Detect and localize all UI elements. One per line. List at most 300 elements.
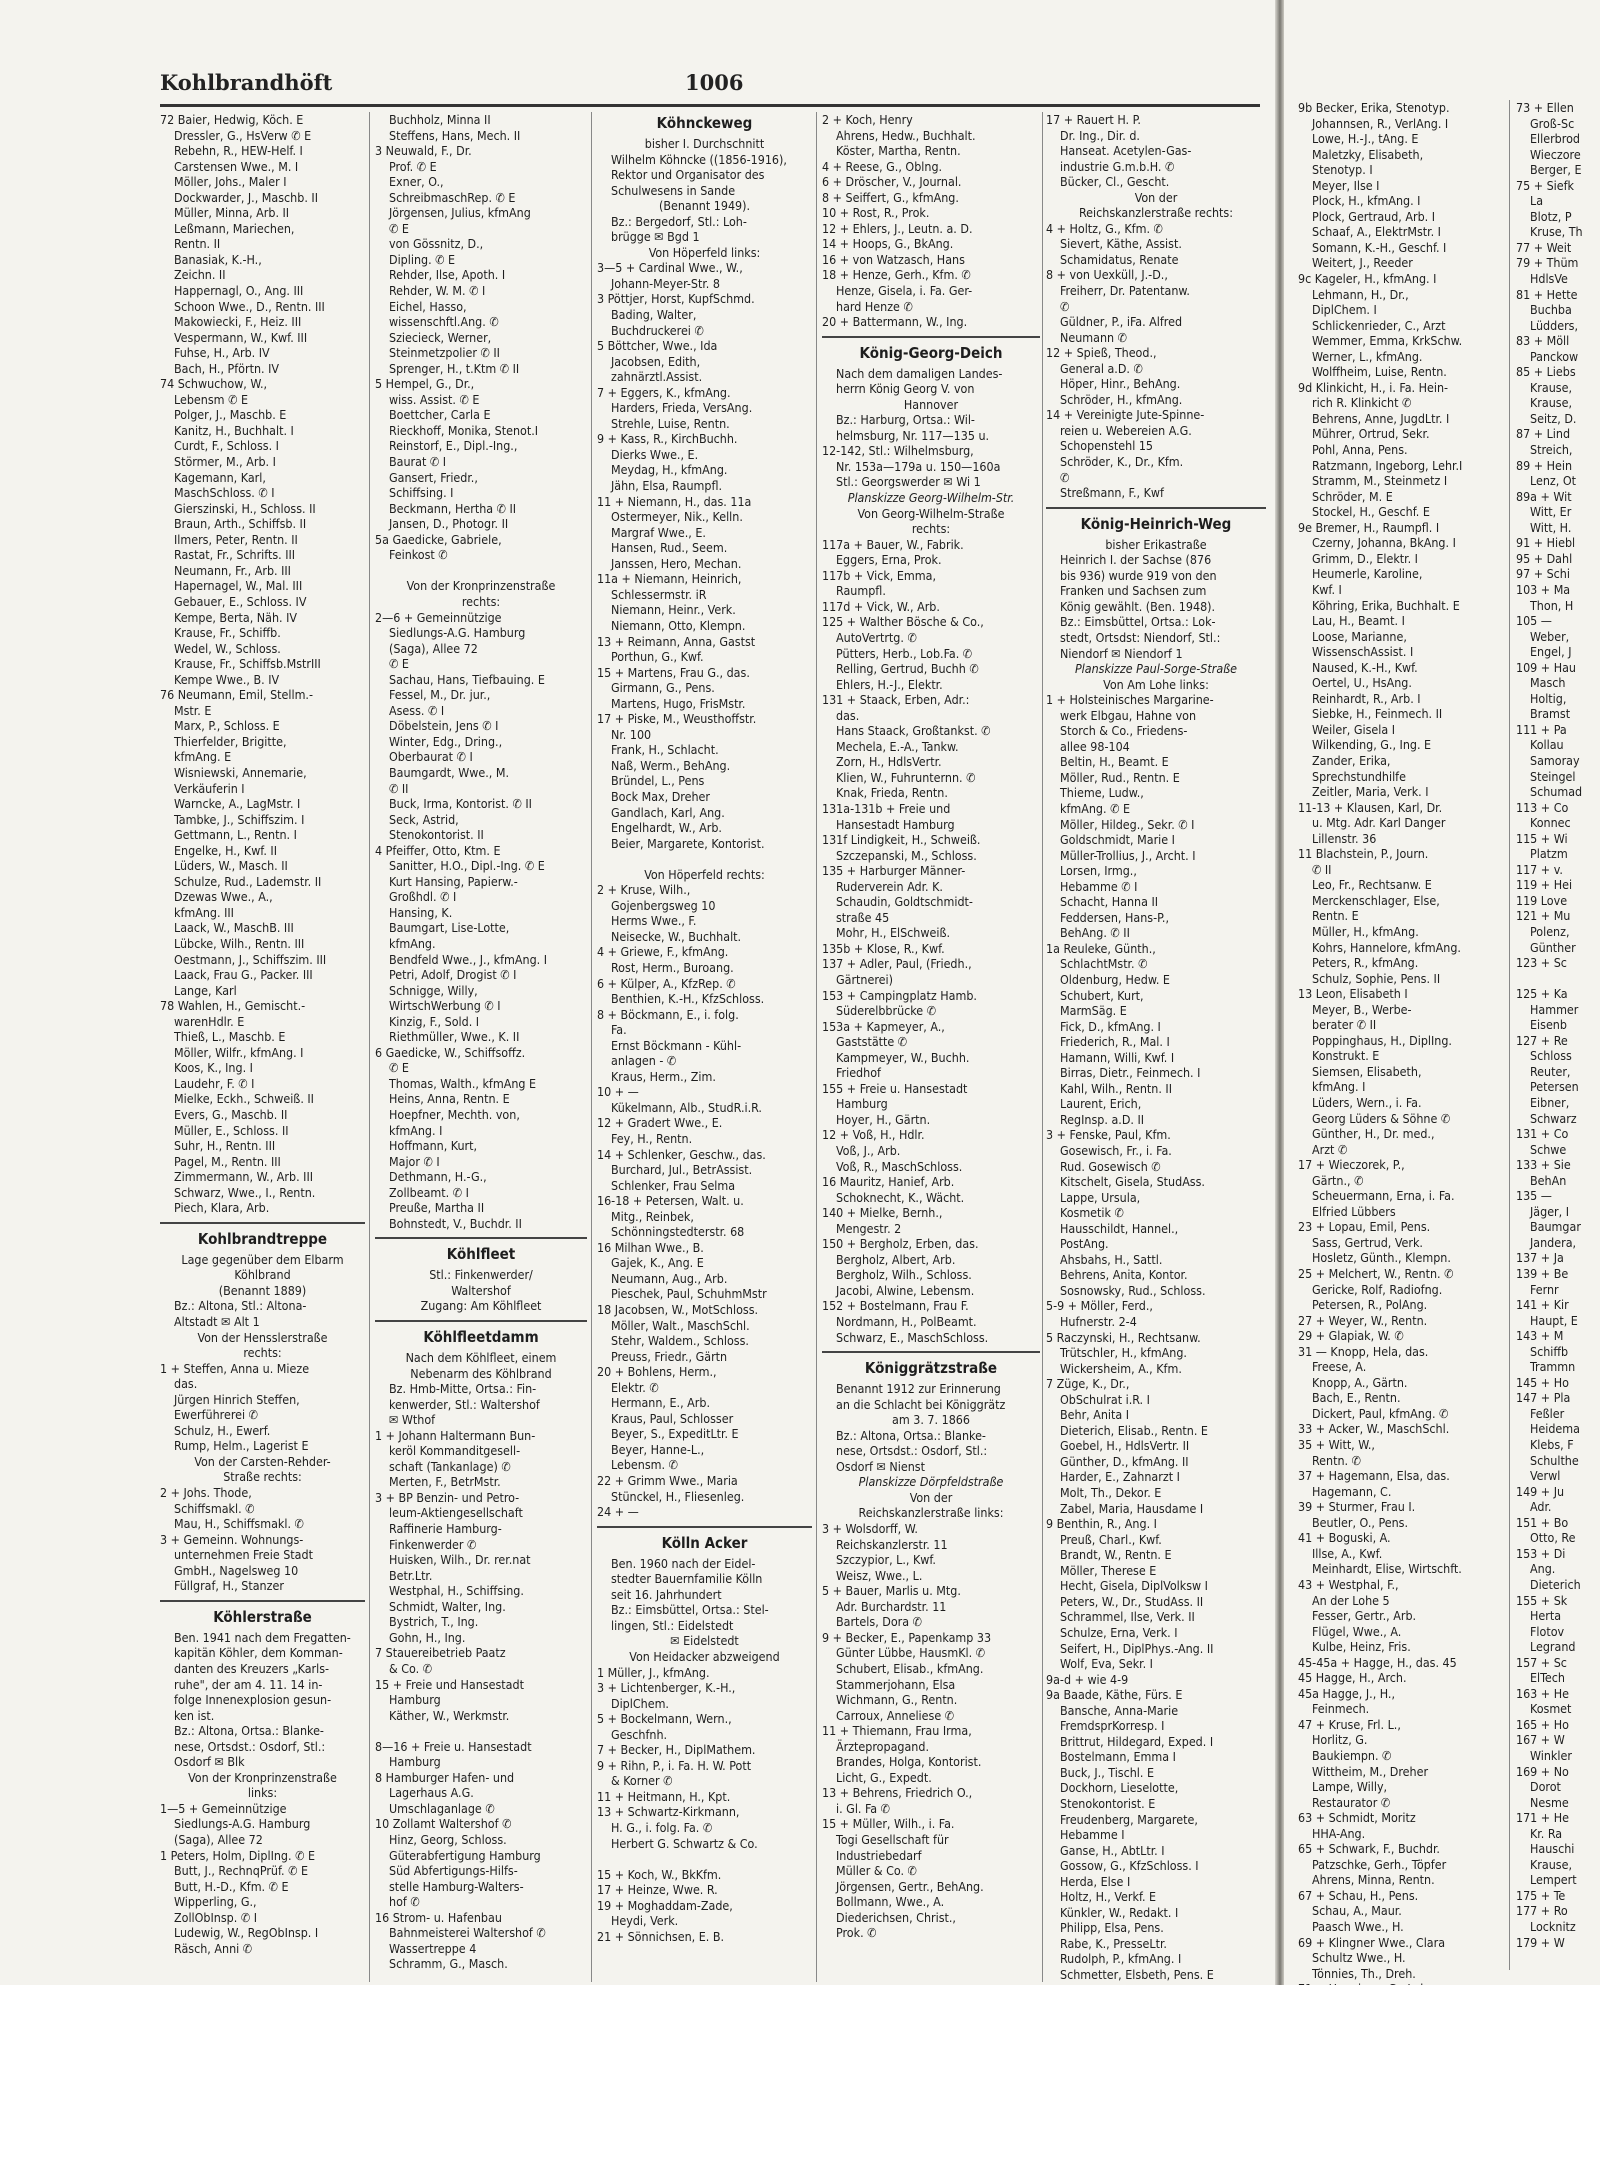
directory-entry: Zabel, Maria, Hausdame I [1060,1500,1204,1516]
directory-entry: Ben. 1941 nach dem Fregatten- [174,1629,351,1645]
directory-entry: Ahrens, Minna, Rentn. [1312,1872,1435,1888]
directory-entry: 45 Hagge, H., Arch. [1298,1670,1407,1686]
directory-entry: WirtschWerbung ✆ I [389,998,501,1014]
street-heading: Königgrätzstraße [822,1351,1040,1379]
directory-entry: MarmSäg. E [1060,1003,1127,1019]
directory-entry: Güldner, P., iFa. Alfred [1060,314,1183,330]
directory-entry: 11 + Heitmann, H., Kpt. [597,1788,731,1804]
directory-entry: Jandera, [1530,1234,1577,1250]
directory-entry: BehAn [1530,1172,1567,1188]
directory-entry: Kitschelt, Gisela, StudAss. [1060,1174,1205,1190]
directory-entry: u. Mtg. Adr. Karl Danger [1312,815,1446,831]
street-note: Von Höperfeld rechts: [644,866,765,882]
directory-entry: Beyer, S., ExpeditLtr. E [611,1426,739,1442]
directory-entry: Knak, Frieda, Rentn. [836,785,948,801]
directory-entry: 21 + Sönnichsen, E. B. [597,1928,725,1944]
directory-entry: Günther, H., Dr. med., [1312,1126,1435,1142]
directory-entry: Kagemann, Karl, [174,469,266,485]
directory-entry: Freudenberg, Margarete, [1060,1811,1198,1827]
directory-entry: Schloss [1530,1048,1572,1064]
directory-entry: Bz.: Eimsbüttel, Ortsa.: Stel- [611,1602,769,1618]
directory-entry: Stramm, M., Steinmetz I [1312,473,1448,489]
directory-entry: Winter, Edg., Dring., [389,733,503,749]
directory-entry: Martens, Hugo, FrisMstr. [611,695,746,711]
directory-entry: kfmAng. E [174,749,232,765]
directory-entry: Hamann, Willi, Kwf. I [1060,1049,1175,1065]
directory-entry: Banasiak, K.-H., [174,251,262,267]
directory-entry: Kruse, Th [1530,224,1583,240]
directory-entry: Gosewisch, Fr., i. Fa. [1060,1143,1172,1158]
street-note: bisher I. Durchschnitt [644,136,765,151]
directory-entry: Rost, Herm., Buroang. [611,959,734,975]
directory-entry: Müller, E., Schloss. II [174,1122,289,1138]
directory-entry: Hecht, Gisela, DiplVolksw I [1060,1578,1208,1594]
directory-entry: Eggers, Erna, Prok. [836,552,942,568]
directory-entry: stedt, Ortsdst: Niendorf, Stl.: [1060,629,1221,645]
directory-entry: 74 Schwuchow, W., [160,376,268,392]
right-column-2 [1516,100,1606,1970]
directory-entry: Oberbaurat ✆ I [389,749,473,765]
directory-entry: Hoepfner, Mechth. von, [389,1107,520,1122]
directory-entry: Flotov [1530,1623,1565,1639]
directory-entry: Ahsbahs, H., Sattl. [1060,1251,1163,1267]
directory-entry: 2 + Kruse, Wilh., [597,882,691,898]
column-divider [816,112,817,1982]
directory-entry: Diederichsen, Christ., [836,1909,956,1925]
directory-entry: Bz.: Harburg, Ortsa.: Wil- [836,412,975,428]
directory-entry: 13 + Reimann, Anna, Gastst [597,633,756,649]
directory-entry: Gandlach, Karl, Ang. [611,804,725,820]
directory-entry: 143 + M [1516,1328,1564,1344]
street-note: ✉ Eidelstedt [670,1633,739,1649]
directory-entry: Elfried Lübbers [1312,1203,1396,1219]
directory-entry: Reuter, [1530,1063,1571,1079]
directory-entry: Haupt, E [1530,1312,1578,1328]
directory-entry: Wieczore [1530,146,1581,162]
directory-entry: Hermann, E., Arb. [611,1395,710,1411]
directory-entry: Rentn. ✆ [1312,1452,1361,1468]
directory-entry: Georg Lüders & Söhne ✆ [1312,1110,1451,1126]
column-divider [591,112,592,1982]
directory-entry: 39 + Sturmer, Frau I. [1298,1499,1416,1515]
directory-entry: Schwarz, E., MaschSchloss. [836,1329,989,1345]
street-note: Köhlbrand [234,1267,291,1283]
directory-entry: 20 + Battermann, W., Ing. [822,314,968,330]
directory-entry: Siebke, H., Feinmech. II [1312,706,1443,722]
directory-entry: Köster, Martha, Rentn. [836,143,961,159]
column-divider [1042,112,1043,1982]
directory-entry: Bründel, L., Pens [611,773,705,789]
directory-entry: Sachau, Hans, Tiefbauing. E [389,671,545,687]
directory-entry: Schopenstehl 15 [1060,438,1154,454]
directory-entry: Plock, H., kfmAng. I [1312,193,1421,209]
directory-entry: Bading, Walter, [611,307,697,323]
directory-entry: Schröder, H., kfmAng. [1060,391,1183,407]
directory-entry: Jähn, Elsa, Raumpfl. [611,478,723,494]
directory-entry: 147 + Pla [1516,1390,1571,1406]
directory-entry: 175 + Te [1516,1887,1566,1903]
directory-entry: werk Elbgau, Hahne von [1060,707,1197,723]
directory-entry: Zeichn. II [174,267,226,283]
directory-entry: 12 + Ehlers, J., Leutn. a. D. [822,220,973,236]
directory-entry: Adr. Burchardstr. 11 [836,1598,947,1614]
directory-entry: Engel, J [1530,644,1572,660]
directory-entry: 131 + Staack, Erben, Adr.: [822,692,970,708]
street-heading: Köhnckeweg [656,114,753,132]
directory-entry: unternehmen Freie Stadt [174,1547,313,1563]
directory-entry: 140 + Mielke, Bernh., [822,1205,943,1221]
directory-entry: Hans Staack, Großtankst. ✆ [836,723,991,739]
directory-entry: Räsch, Anni ✆ [174,1940,253,1956]
directory-entry: Schiffb [1530,1343,1569,1359]
plan-reference: Planskizze Dörpfeldstraße [858,1474,1004,1490]
directory-entry: Dzewas Wwe., A., [174,889,273,905]
directory-entry: folge Innenexplosion gesun- [174,1692,332,1708]
directory-entry: Sosnowsky, Rud., Schloss. [1060,1282,1206,1298]
directory-entry: Störmer, M., Arb. I [174,454,276,470]
directory-entry: schaft (Tankanlage) ✆ [389,1458,511,1474]
directory-entry: Eibner, [1530,1095,1570,1110]
directory-entry: Sievert, Käthe, Assist. [1060,236,1182,252]
directory-entry: 125 + Walther Bösche & Co., [822,614,984,630]
directory-entry: Burchard, Jul., BetrAssist. [611,1162,753,1178]
directory-entry: Hansing, K. [389,904,453,920]
directory-entry: 12 + Gradert Wwe., E. [597,1115,723,1131]
directory-entry: Kwf. I [1312,581,1342,597]
directory-entry: Reinhardt, R., Arb. I [1312,690,1421,706]
directory-entry: Janssen, Hero, Mechan. [611,555,742,571]
directory-entry: Gossow, G., KfzSchloss. I [1060,1858,1199,1874]
directory-entry: Engelhardt, W., Arb. [611,820,722,836]
directory-entry: kfmAng. III [174,904,234,920]
directory-entry: HdlsVe [1530,271,1568,287]
directory-entry: leum-Aktiengesellschaft [389,1505,523,1521]
directory-entry: Kollau [1530,737,1564,753]
directory-entry: Siemsen, Elisabeth, [1312,1063,1422,1079]
directory-entry: Weiler, Gisela I [1312,721,1396,737]
directory-entry: Stockel, H., Geschf. E [1312,504,1430,520]
directory-entry: Fey, H., Rentn. [611,1131,693,1146]
directory-entry: Rentn. E [1312,908,1359,924]
directory-entry: 2 + Koch, Henry [822,112,913,127]
directory-entry: Jansen, D., Photogr. II [389,516,509,532]
directory-entry: 165 + Ho [1516,1716,1569,1732]
directory-entry: Klebs, F [1530,1437,1574,1453]
street-note: Stl.: Finkenwerder/ [429,1267,533,1283]
directory-entry: Bz.: Altona, Ortsa.: Blanke- [174,1723,324,1739]
directory-entry: 67 + Schau, H., Pens. [1298,1887,1419,1903]
directory-entry: Hebamme ✆ I [1060,878,1138,894]
directory-entry: Braun, Arth., Schiffsb. II [174,516,307,532]
directory-entry: Oldenburg, Hedw. E [1060,971,1170,987]
directory-entry: 73 + Ellen [1516,100,1574,115]
directory-entry: 91 + Hiebl [1516,535,1576,551]
directory-entry: Umschlaganlage ✆ [389,1800,495,1816]
directory-entry: Konstrukt. E [1312,1048,1380,1064]
directory-entry: reien u. Webereien A.G. [1060,422,1192,438]
directory-entry: Dipling. ✆ E [389,251,456,267]
directory-entry: kenwerder, Stl.: Waltershof [389,1396,540,1412]
directory-entry: 13 + Behrens, Friedrich O., [822,1785,973,1801]
directory-entry: Niemann, Heinr., Verk. [611,602,736,618]
directory-entry: Herda, Else I [1060,1873,1131,1889]
directory-entry: 141 + Kir [1516,1297,1569,1313]
directory-entry: Gärtn., ✆ [1312,1172,1364,1188]
street-note: Waltershof [451,1282,511,1298]
directory-entry: Gajek, K., Ang. E [611,1255,704,1271]
directory-entry: Vespermann, W., Kwf. III [174,329,308,345]
directory-entry: 1—5 + Gemeinnützige [160,1800,287,1816]
directory-entry: 5 Hempel, G., Dr., [375,376,475,392]
directory-entry: 41 + Boguski, A. [1298,1530,1391,1546]
directory-entry: Hebamme I [1060,1827,1125,1843]
directory-entry: anlagen - ✆ [611,1053,677,1069]
directory-entry: hof ✆ [389,1894,420,1910]
directory-entry: Niemann, Otto, Klempn. [611,617,746,633]
directory-entry: Scheuermann, Erna, i. Fa. [1312,1188,1455,1204]
directory-entry: Hammer [1530,1001,1579,1017]
directory-entry: Warncke, A., LagMstr. I [174,796,301,812]
directory-entry: 17 + Rauert H. P. [1046,112,1141,127]
directory-entry: 5a Gaedicke, Gabriele, [375,531,502,547]
street-note: Von der Kronprinzenstraße [188,1769,337,1785]
directory-entry: Bach, E., Rentn. [1312,1390,1401,1406]
directory-entry: 17 + Wieczorek, P., [1298,1157,1405,1173]
directory-entry: ken ist. [174,1707,215,1723]
directory-entry: Wolf, Eva, Sekr. I [1060,1656,1153,1672]
directory-entry: Nr. 153a—179a u. 150—160a [836,458,1001,474]
directory-entry: Ang. [1530,1561,1556,1577]
directory-entry: 10 Zollamt Waltershof ✆ [375,1816,512,1832]
directory-entry: Großhdl. ✆ I [389,889,457,905]
directory-entry: 31 — Knopp, Hela, das. [1298,1343,1429,1359]
directory-entry: Illse, A., Kwf. [1312,1545,1383,1561]
directory-entry: rich R. Klinkicht ✆ [1312,395,1412,411]
column-divider [1509,100,1510,1970]
directory-entry: 8 Hamburger Hafen- und [375,1769,515,1785]
directory-entry: Dickert, Paul, kfmAng. ✆ [1312,1405,1449,1421]
directory-entry: Molt, Th., Dekor. E [1060,1485,1162,1501]
directory-entry: 8 + von Uexküll, J.-D., [1046,267,1168,283]
directory-entry: kfmAng. [389,935,436,951]
right-page [1284,0,1600,1985]
directory-entry: Kükelmann, Alb., StudR.i.R. [611,1099,762,1115]
directory-entry: 1 + Johann Haltermann Bun- [375,1427,536,1443]
directory-entry: Heydi, Verk. [611,1913,679,1929]
directory-entry: ✆ [1060,469,1070,485]
directory-entry: 5 Raczynski, H., Rechtsanw. [1046,1329,1201,1345]
directory-entry: Osdorf ✉ Blk [174,1754,245,1770]
directory-entry: Schönningstedterstr. 68 [611,1224,745,1240]
directory-entry: nese, Ortsdst.: Osdorf, Stl.: [174,1738,326,1754]
directory-entry: 163 + He [1516,1685,1569,1701]
street-note: Nach dem Köhlfleet, einem [405,1350,557,1366]
directory-entry: 4 Pfeiffer, Otto, Ktm. E [375,842,501,858]
street-note: Zugang: Am Köhlfleet [420,1298,542,1314]
directory-entry: Mstr. E [174,702,212,718]
directory-entry: 85 + Liebs [1516,364,1576,380]
directory-entry: 7 + Becker, H., DiplMathem. [597,1742,756,1758]
directory-entry: 6 + Dröscher, V., Journal. [822,174,962,190]
directory-entry: Leo, Fr., Rechtsanw. E [1312,877,1432,893]
directory-entry: Lenz, Ot [1530,473,1576,489]
directory-entry: Dressler, G., HsVerw ✆ E [174,127,312,143]
directory-entry: 4 + Griewe, F., kfmAng. [597,944,729,960]
directory-entry: Schlessermstr. iR [611,586,707,602]
directory-entry: Hufnerstr. 2-4 [1060,1314,1137,1330]
directory-entry: 17 + Heinze, Wwe. R. [597,1882,718,1898]
directory-entry: Kempe, Berta, Näh. IV [174,609,298,625]
directory-entry: 11 + Thiemann, Frau Irma, [822,1723,972,1739]
directory-entry: Leßmann, Mariechen, [174,220,295,236]
directory-entry: 16 Milhan Wwe., B. [597,1239,704,1255]
directory-entry: 89 + Hein [1516,457,1573,473]
directory-entry: Merten, F., BetrMstr. [389,1474,501,1490]
directory-entry: Trütschler, H., kfmAng. [1060,1345,1187,1361]
directory-entry: Nach dem damaligen Landes- [836,365,1003,381]
directory-entry: Verwl [1530,1468,1561,1484]
directory-entry: Rektor und Organisator des [611,167,765,183]
directory-entry: Pieschek, Paul, SchuhmMstr [611,1286,767,1302]
directory-entry: Meyer, Ilse I [1312,177,1380,193]
directory-entry: Dierks Wwe., E. [611,446,699,462]
directory-entry: Geschfnh. [611,1726,668,1742]
directory-entry: Hoffmann, Kurt, [389,1138,478,1154]
directory-entry: 151 + Bo [1516,1514,1569,1530]
directory-entry: 2 + Johs. Thode, [160,1485,252,1501]
directory-entry: Thomas, Walth., kfmAng E [389,1075,537,1091]
directory-entry: Szczepanski, M., Schloss. [836,847,977,863]
directory-entry: Schramm, G., Masch. [389,1956,508,1972]
directory-entry: Lowe, H.-J., tAng. E [1312,131,1419,147]
directory-entry: 7 Züge, K., Dr., [1046,1376,1130,1392]
directory-entry: Raffinerie Hamburg- [389,1521,502,1537]
directory-entry: Naß, Werm., BehAng. [611,757,731,773]
street-note: Von der Carsten-Rehder- [194,1453,331,1469]
directory-entry: ruhe", der am 4. 11. 14 in- [174,1676,323,1692]
directory-entry: 12-142, Stl.: Wilhelmsburg, [822,443,974,459]
directory-entry: 11 + Niemann, H., das. 11a [597,493,752,509]
directory-entry: 11-13 + Klausen, Karl, Dr. [1298,799,1443,815]
directory-entry: Freiherr, Dr. Patentanw. [1060,283,1190,299]
directory-entry: Harders, Frieda, VersAng. [611,400,753,416]
directory-entry: 65 + Schwark, F., Buchdr. [1298,1841,1440,1857]
directory-entry: Gettmann, L., Rentn. I [174,827,297,843]
directory-entry: Schubert, Kurt, [1060,987,1144,1003]
directory-entry: 77 + Weit [1516,239,1572,255]
directory-entry: Gojenbergsweg 10 [611,897,716,913]
directory-entry: Witt, Er [1530,504,1572,520]
directory-entry: warenHdlr. E [174,1013,245,1029]
directory-entry: 14 + Hoops, G., BkAng. [822,236,954,252]
directory-entry: Steffens, Hans, Mech. II [389,127,521,143]
directory-entry: Dockhorn, Lieselotte, [1060,1780,1179,1796]
directory-entry: Wolffheim, Luise, Rentn. [1312,364,1447,380]
directory-entry: ✆ E [389,220,409,236]
directory-entry: 8—16 + Freie u. Hansestadt [375,1738,532,1754]
directory-entry: Polger, J., Maschb. E [174,407,287,423]
directory-entry: Merckenschlager, Else, [1312,892,1440,908]
directory-entry: 7 Stauereibetrieb Paatz [375,1645,506,1661]
directory-entry: Schacht, Hanna II [1060,894,1159,910]
directory-entry: Heinrich I. der Sachse (876 [1060,552,1212,568]
directory-entry: Seitz, D. [1530,410,1577,426]
street-note: Von Am Lohe links: [1103,676,1209,692]
directory-entry: 75 + Siefk [1516,177,1575,193]
directory-entry: 9e Bremer, H., Raumpfl. I [1298,519,1440,535]
directory-entry: Hausschildt, Hannel., [1060,1220,1179,1236]
directory-entry: Baumgardt, Wwe., M. [389,764,509,780]
directory-entry: Schubert, Elisab., kfmAng. [836,1660,984,1676]
directory-entry: Ludewig, W., RegObInsp. I [174,1925,319,1941]
directory-entry: industrie G.m.b.H. ✆ [1060,158,1175,174]
directory-entry: Hoyer, H., Gärtn. [836,1111,931,1127]
directory-entry: 135 — [1516,1188,1552,1204]
directory-entry: 9a Baade, Käthe, Fürs. E [1046,1687,1183,1703]
directory-entry: Voß, J., Arb. [836,1143,901,1158]
directory-entry: Baumgart, Lise-Lotte, [389,920,510,936]
directory-entry: Trammn [1530,1359,1576,1375]
directory-entry: Mechela, E.-A., Tankw. [836,738,959,754]
directory-entry: Baukiempn. ✆ [1312,1747,1392,1763]
directory-entry: Dieterich, Elisab., Rentn. E [1060,1422,1208,1438]
directory-entry: 19 + Moghaddam-Zade, [597,1897,733,1913]
directory-entry: 111 + Pa [1516,721,1567,737]
directory-entry: SchreibmaschRep. ✆ E [389,189,516,205]
directory-entry: Reichskanzlerstr. 11 [836,1536,948,1552]
street-note: Lage gegenüber dem Elbarm [181,1251,344,1267]
directory-entry: Schlenker, Frau Selma [611,1177,736,1193]
directory-entry: 113 + Co [1516,799,1569,815]
directory-entry: 35 + Witt, W., [1298,1437,1375,1453]
directory-entry: 135 + Harburger Männer- [822,863,966,879]
directory-entry: Johann-Meyer-Str. 8 [611,275,720,291]
directory-entry: straße 45 [836,909,890,925]
directory-entry: Lappe, Ursula, [1060,1189,1141,1205]
directory-entry: Mielke, Eckh., Schweiß. II [174,1091,314,1107]
directory-entry: Fessel, M., Dr. jur., [389,687,491,703]
plan-reference: Planskizze Paul-Sorge-Straße [1074,661,1238,677]
directory-entry: Zollbeamt. ✆ I [389,1184,469,1200]
directory-entry: Neumann, Aug., Arb. [611,1270,728,1286]
directory-entry: Lange, Karl [174,982,237,998]
directory-entry: Lehmann, H., Dr., [1312,286,1409,302]
directory-entry: Pagel, M., Rentn. III [174,1153,281,1169]
directory-entry: Freese, A. [1312,1359,1367,1375]
directory-entry: ✆ II [389,780,409,796]
directory-entry: 4 + Holtz, G., Kfm. ✆ [1046,220,1163,236]
directory-entry: Gebauer, E., Schloss. IV [174,593,307,609]
directory-entry: Bergholz, Wilh., Schloss. [836,1267,972,1283]
directory-entry: SchlachtMstr. ✆ [1060,956,1148,972]
directory-entry: Strehle, Luise, Rentn. [611,415,730,431]
directory-entry: Osdorf ✉ Nienst [836,1458,925,1474]
directory-entry: ✆ E [389,1060,409,1076]
directory-entry: Carroux, Anneliese ✆ [836,1707,955,1723]
directory-entry: Künkler, W., Redakt. I [1060,1904,1179,1920]
directory-entry: 1 Müller, J., kfmAng. [597,1664,710,1680]
directory-entry: Licht, G., Expedt. [836,1769,932,1785]
directory-entry: keröl Kommanditgesell- [389,1443,521,1459]
directory-entry: Dr. Ing., Dir. d. [1060,127,1140,143]
directory-entry: Schumad [1530,784,1583,800]
directory-entry: 78 Wahlen, H., Gemischt.- [160,998,306,1014]
directory-entry: herrn König Georg V. von [836,381,975,397]
directory-entry: Patzschke, Gerh., Töpfer [1312,1856,1447,1872]
street-note: bisher Erikastraße [1105,536,1207,552]
directory-entry: Czerny, Johanna, BkAng. I [1312,535,1456,551]
directory-entry: Bz.: Altona, Ortsa.: Blanke- [836,1427,986,1443]
